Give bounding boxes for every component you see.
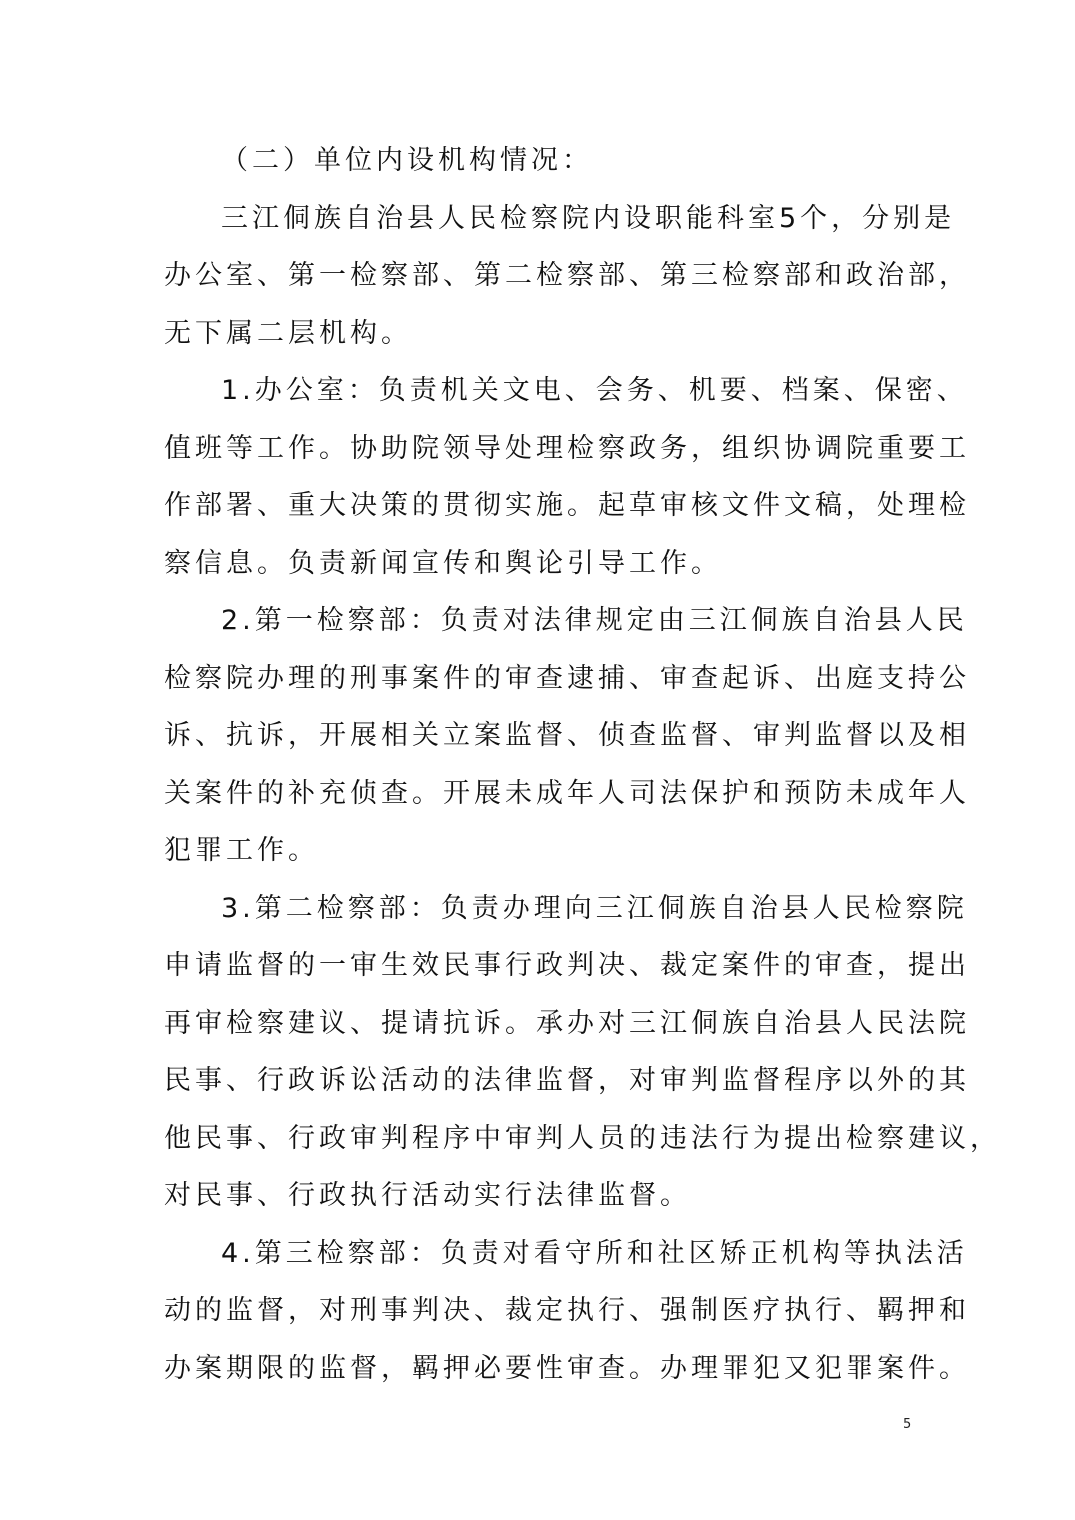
text-line: 再审检察建议、提请抗诉。承办对三江侗族自治县人民法院 <box>164 1007 970 1039</box>
text-line: 申请监督的一审生效民事行政判决、裁定案件的审查，提出 <box>164 950 970 981</box>
text-line: 三江侗族自治县人民检察院内设职能科室5个，分别是 <box>221 202 956 234</box>
text-line: 值班等工作。协助院领导处理检察政务，组织协调院重要工 <box>164 432 970 464</box>
text-line: 察信息。负责新闻宣传和舆论引导工作。 <box>164 547 722 579</box>
text-line: 4.第三检察部：负责对看守所和社区矫正机构等执法活 <box>221 1237 968 1269</box>
body-paragraph <box>164 190 970 363</box>
text-line: 民事、行政诉讼活动的法律监督，对审判监督程序以外的其 <box>164 1065 970 1096</box>
text-line: 办案期限的监督，羁押必要性审查。办理罪犯又犯罪案件。 <box>164 1352 970 1384</box>
page-number: 5 <box>903 1417 912 1432</box>
text-line: 关案件的补充侦查。开展未成年人司法保护和预防未成年人 <box>164 777 970 809</box>
body-paragraph <box>164 1225 970 1398</box>
text-line: 办公室、第一检察部、第二检察部、第三检察部和政治部， <box>164 260 970 291</box>
text-line: 犯罪工作。 <box>164 835 319 866</box>
text-line: 他民事、行政审判程序中审判人员的违法行为提出检察建议， <box>164 1122 1001 1154</box>
body-paragraph <box>164 362 970 592</box>
text-line: 2.第一检察部：负责对法律规定由三江侗族自治县人民 <box>221 605 968 636</box>
text-line: 诉、抗诉，开展相关立案监督、侦查监督、审判监督以及相 <box>164 720 970 751</box>
text-line: 作部署、重大决策的贯彻实施。起草审核文件文稿，处理检 <box>164 490 970 521</box>
text-line: 3.第二检察部：负责办理向三江侗族自治县人民检察院 <box>221 892 968 924</box>
text-line: 1.办公室：负责机关文电、会务、机要、档案、保密、 <box>221 375 968 406</box>
text-line: 检察院办理的刑事案件的审查逮捕、审查起诉、出庭支持公 <box>164 662 970 694</box>
text-line: 无下属二层机构。 <box>164 317 412 349</box>
section-heading: （二）单位内设机构情况： <box>221 145 593 176</box>
paragraph-container <box>164 190 1001 1398</box>
text-line: 动的监督，对刑事判决、裁定执行、强制医疗执行、羁押和 <box>164 1295 970 1326</box>
document-body <box>164 132 1001 1397</box>
body-paragraph <box>164 880 1001 1225</box>
text-line: 对民事、行政执行活动实行法律监督。 <box>164 1180 691 1211</box>
body-paragraph <box>164 592 970 880</box>
